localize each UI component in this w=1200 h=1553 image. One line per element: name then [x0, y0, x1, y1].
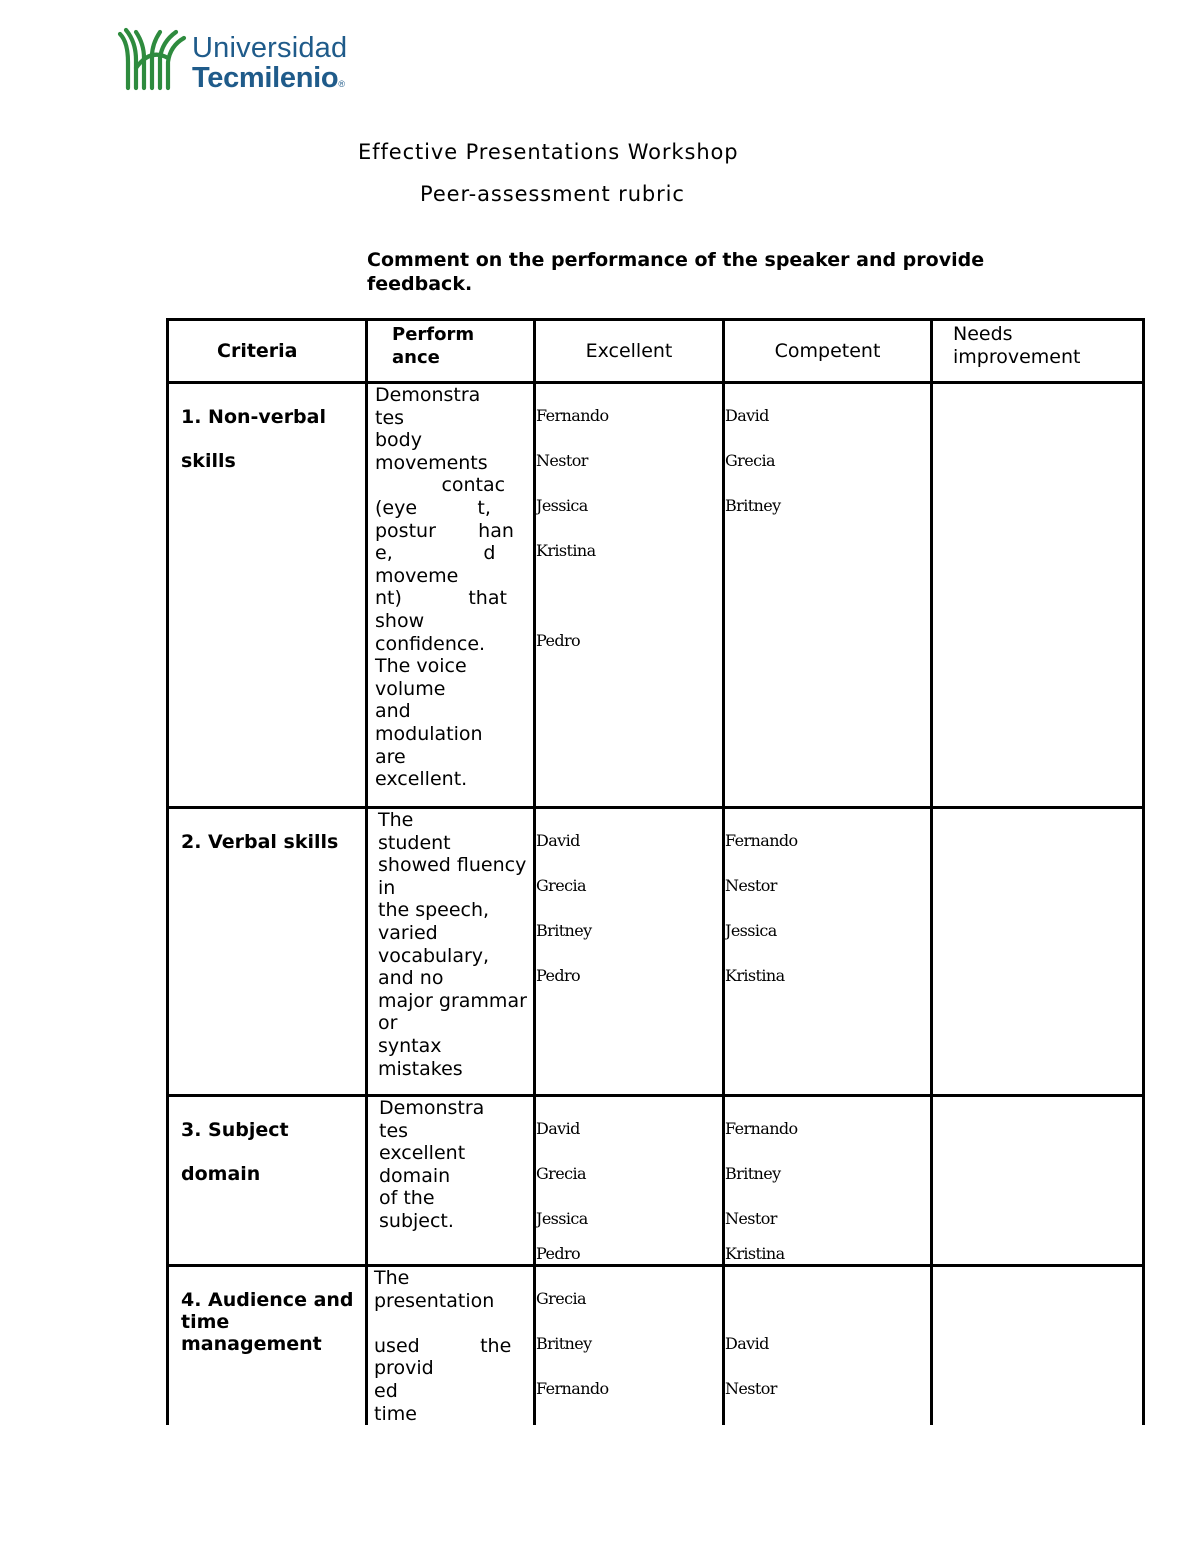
competent-cell [724, 808, 932, 1096]
excellent-cell [535, 1096, 724, 1266]
student-name: David [725, 406, 769, 425]
student-name: Jessica [536, 496, 588, 515]
needs-improvement-cell [932, 808, 1144, 1096]
rubric-table [166, 318, 1145, 1425]
instructions: Comment on the performance of the speaker and provide feedback. [367, 249, 985, 295]
student-name [725, 1289, 930, 1334]
performance-cell: Demonstra tes excellent domain of the subject. [367, 1096, 535, 1266]
criteria-label-cont: domain [181, 1163, 261, 1185]
student-name: Jessica [536, 1209, 588, 1228]
criteria-cell [168, 1096, 367, 1266]
header-needs-improvement: Needs improvement [932, 320, 1144, 383]
criteria-cell [168, 808, 367, 1096]
table-row [168, 383, 1144, 808]
header-criteria: Criteria [168, 320, 367, 383]
needs-improvement-cell [932, 383, 1144, 808]
logo-line-universidad: Universidad [192, 32, 348, 64]
student-name: Fernando [536, 406, 609, 425]
header-performance: Perform ance [367, 320, 535, 383]
student-name: Pedro [536, 631, 581, 650]
student-name: Grecia [536, 1289, 586, 1308]
competent-cell [724, 383, 932, 808]
student-name: Fernando [725, 1119, 798, 1138]
criteria-label: 2. Verbal skills [181, 831, 339, 853]
student-name: Britney [536, 1334, 592, 1353]
student-name: Nestor [536, 451, 588, 470]
student-name: Pedro [536, 966, 581, 985]
student-name: Grecia [536, 876, 586, 895]
header-excellent: Excellent [535, 320, 724, 383]
performance-cell: The presentation used the provid ed time [367, 1266, 535, 1426]
table-row [168, 1096, 1144, 1266]
document-title: Effective Presentations Workshop [358, 140, 739, 164]
header-row [168, 320, 1144, 383]
student-name: Pedro [536, 1244, 581, 1263]
criteria-cell: 4. Audience and time management [168, 1266, 367, 1426]
competent-cell [724, 1266, 932, 1426]
excellent-cell [535, 1266, 724, 1426]
document-subtitle: Peer-assessment rubric [420, 182, 685, 206]
needs-improvement-cell [932, 1266, 1144, 1426]
student-name: David [536, 831, 580, 850]
criteria-cell [168, 383, 367, 808]
student-name: Nestor [725, 876, 777, 895]
student-name: Fernando [536, 1379, 609, 1398]
student-name: Britney [725, 496, 781, 515]
excellent-cell [535, 383, 724, 808]
student-name: Nestor [725, 1379, 777, 1398]
student-name: Kristina [725, 1244, 785, 1263]
student-name [536, 586, 722, 631]
header-competent: Competent [724, 320, 932, 383]
table-row [168, 1266, 1144, 1426]
student-name: Kristina [725, 966, 785, 985]
logo-wordmark: Tecmilenio [192, 62, 339, 94]
student-name: Fernando [725, 831, 798, 850]
student-name: Kristina [536, 541, 596, 560]
needs-improvement-cell [932, 1096, 1144, 1266]
student-name: Grecia [725, 451, 775, 470]
criteria-label: 3. Subject [181, 1119, 289, 1141]
student-name: Nestor [725, 1209, 777, 1228]
competent-cell [724, 1096, 932, 1266]
student-name: David [536, 1119, 580, 1138]
excellent-cell [535, 808, 724, 1096]
criteria-label: 1. Non-verbal [181, 406, 326, 428]
table-row [168, 808, 1144, 1096]
student-name: David [725, 1334, 769, 1353]
student-name: Grecia [536, 1164, 586, 1183]
registered-mark: ® [338, 79, 345, 89]
student-name: Britney [725, 1164, 781, 1183]
student-name: Britney [536, 921, 592, 940]
student-name: Jessica [725, 921, 777, 940]
criteria-label-cont: skills [181, 450, 236, 472]
performance-cell: Demonstra tes body movements contac (eye t, postur han e, d moveme nt) that show confidence. The voice volume and modulation are excellent. [367, 383, 535, 808]
performance-cell: The student showed fluency in the speech, varied vocabulary, and no major grammar or syntax mistakes [367, 808, 535, 1096]
